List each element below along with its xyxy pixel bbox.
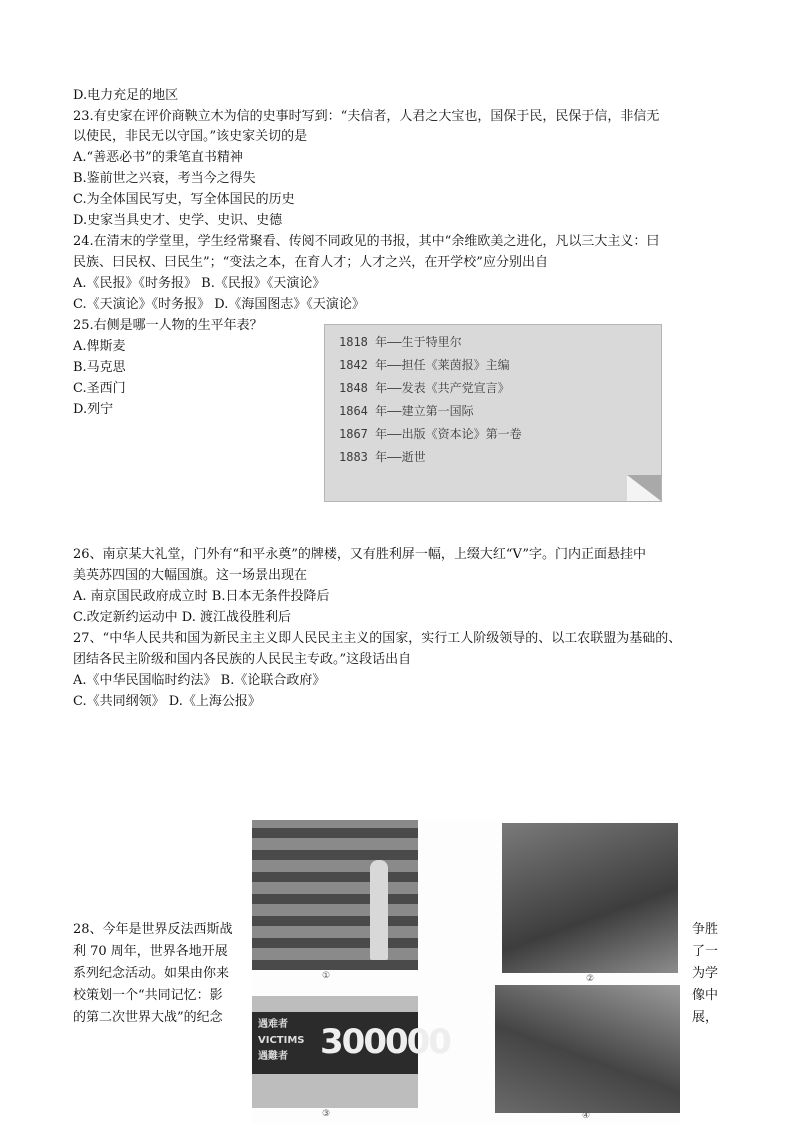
line-q24-cd: C.《天演论》《时务报》 D.《海国图志》《天演论》 [73, 297, 365, 312]
line-q23-b: B.鉴前世之兴衰，考当今之得失 [73, 171, 256, 186]
q28-right-5: 展， [692, 1010, 719, 1025]
line-q23-stem-1: 23.有史家在评价商鞅立木为信的史事时写到：“夫信者，人君之大宝也，国保于民，民保于信，非信无 [73, 109, 660, 124]
timeline-card [324, 324, 662, 502]
timeline-row: 1818 年——生于特里尔 [339, 335, 462, 349]
photo-1-figure [370, 860, 388, 960]
line-q26-cd: C.改定新约运动中 D. 渡江战役胜利后 [73, 610, 291, 625]
line-q27-stem-1: 27、“中华人民共和国为新民主主义即人民民主主义的国家，实行工人阶级领导的、以工农联盟为基础的、 [73, 631, 682, 646]
victims-en: VICTIMS [258, 1035, 305, 1046]
line-q23-a: A.“善恶必书”的秉笔直书精神 [73, 150, 243, 165]
line-q24-ab: A.《民报》《时务报》 B.《民报》《天演论》 [73, 276, 326, 291]
line-q26-stem-2: 美英苏四国的大幅国旗。这一场景出现在 [73, 568, 308, 583]
timeline-row: 1864 年——建立第一国际 [339, 404, 474, 418]
line-q23-c: C.为全体国民写史，写全体国民的历史 [73, 192, 295, 207]
line-q22-d: D.电力充足的地区 [73, 88, 179, 103]
photo-1-caption: ① [322, 971, 331, 981]
line-q25-c: C.圣西门 [73, 381, 126, 396]
line-q25-d: D.列宁 [73, 402, 114, 417]
line-q27-stem-2: 团结各民主阶级和国内各民族的人民民主专政。”这段话出自 [73, 652, 412, 667]
photo-4-caption: ④ [582, 1111, 591, 1121]
q28-right-4: 像中 [692, 988, 719, 1003]
line-q24-stem-1: 24.在清末的学堂里，学生经常聚看、传阅不同政见的书报，其中“余维欧美之进化，凡以三大主义：曰 [73, 234, 660, 249]
line-q27-cd: C.《共同纲领》 D.《上海公报》 [73, 694, 261, 709]
photo-3-caption: ③ [322, 1109, 331, 1119]
timeline-row: 1848 年——发表《共产党宣言》 [339, 381, 510, 395]
timeline-row: 1883 年——逝世 [339, 450, 426, 464]
line-q25-a: A.俾斯麦 [73, 339, 126, 354]
line-q26-stem-1: 26、南京某大礼堂，门外有“和平永奠”的牌楼，又有胜利屏一幅，上缀大红“V”字。门内正面悬挂中 [73, 547, 646, 562]
victims-cn-top: 遇难者 [258, 1019, 288, 1030]
q28-right-1: 争胜 [692, 922, 719, 937]
victims-wall [252, 1012, 450, 1074]
photo-2-battlefield [502, 823, 678, 973]
line-q27-ab: A.《中华民国临时约法》 B.《论联合政府》 [73, 673, 326, 688]
q28-left-3: 系列纪念活动。如果由你来 [73, 966, 230, 981]
line-q23-stem-2: 以使民，非民无以守国。”该史家关切的是 [73, 129, 308, 144]
line-q23-d: D.史家当具史才、史学、史识、史德 [73, 213, 283, 228]
q28-left-5: 的第二次世界大战”的纪念 [73, 1010, 223, 1025]
photo-4-soldiers [495, 985, 680, 1113]
q28-right-2: 了一 [692, 944, 719, 959]
line-q24-stem-2: 民族、曰民权、曰民生”；“变法之本，在育人才；人才之兴，在开学校”应分别出自 [73, 255, 548, 270]
q28-left-2: 利 70 周年，世界各地开展 [73, 944, 228, 959]
line-q25-stem: 25.右侧是哪一人物的生平年表？ [73, 318, 263, 333]
line-q26-ab: A. 南京国民政府成立时 B.日本无条件投降后 [73, 589, 330, 604]
photo-1-camp-prisoners [252, 820, 418, 970]
q28-right-3: 为学 [692, 966, 719, 981]
timeline-row: 1842 年——担任《莱茵报》主编 [339, 358, 510, 372]
wwii-photo-collage [252, 820, 680, 1123]
victims-number: 300000 [320, 1022, 450, 1062]
line-q25-b: B.马克思 [73, 360, 126, 375]
q28-left-1: 28、今年是世界反法西斯战 [73, 922, 233, 937]
q28-left-4: 校策划一个“共同记忆：影 [73, 988, 223, 1003]
page-curl-fold [627, 475, 661, 501]
timeline-row: 1867 年——出版《资本论》第一卷 [339, 427, 522, 441]
victims-cn-bottom: 遇難者 [258, 1051, 288, 1062]
photo-2-caption: ② [586, 974, 595, 984]
photo-3-victims-memorial [252, 996, 450, 1108]
